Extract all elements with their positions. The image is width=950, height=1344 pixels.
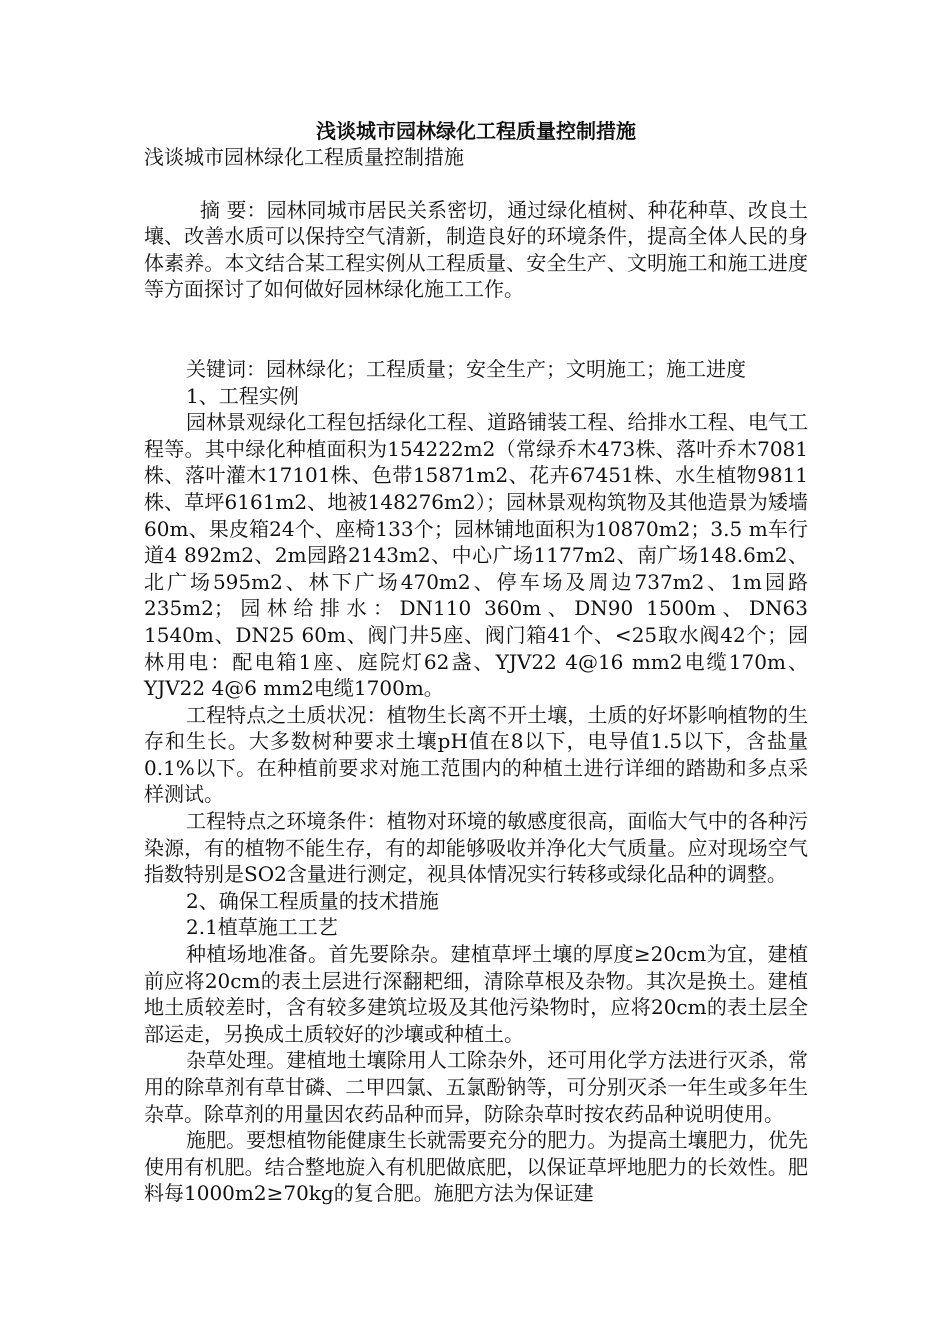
section-heading-1: 1、工程实例 [186, 383, 299, 408]
document-subtitle: 浅谈城市园林绿化工程质量控制措施 [144, 145, 464, 169]
blank-space [144, 303, 808, 356]
section-heading-2: 2、确保工程质量的技术措施 [186, 888, 439, 913]
weed-treatment-paragraph: 杂草处理。建植地土壤除用人工除杂外，还可用化学方法进行灭杀，常用的除草剂有草甘磷、二甲四氯、五氯酚钠等，可分别灭杀一年生或多年生杂草。除草剂的用量因农药品种而异，防除杂草时按农药品种说明使用。 [144, 1048, 808, 1126]
project-paragraph: 园林景观绿化工程包括绿化工程、道路铺装工程、给排水工程、电气工程等。其中绿化种植面积为154222m2（常绿乔木473株、落叶乔木7081株、落叶灌木17101株、色带15871m2、花卉67451株、水生植物9811株、草坪6161m2、地被148276m2）；园林景观构筑物及其他造景为矮墙60m、果皮箱24个、座椅133个；园林铺地面积为10870m2；3.5 m车行道4 892m2、2m园路2143m2、中心广场1177m2、南广场148.6m2、北广场595m2、林下广场470m2、停车场及周边737m2、1m园路235m2；园林给排水：DN110 360m、DN90 1500m、DN63 1540m、DN25 60m、阀门井5座、阀门箱41个、<25取水阀42个；园林用电：配电箱1座、庭院灯62盏、YJV22 4@16 mm2电缆170m、YJV22 4@6 mm2电缆1700m。 [144, 410, 808, 701]
document-page [144, 118, 808, 1207]
environment-paragraph: 工程特点之环境条件：植物对环境的敏感度很高，面临大气中的各种污染源，有的植物不能生存，有的却能够吸收并净化大气质量。应对现场空气指数特别是SO2含量进行测定，视具体情况实行转移或绿化品种的调整。 [144, 809, 808, 887]
site-preparation-paragraph: 种植场地准备。首先要除杂。建植草坪土壤的厚度≥20cm为宜，建植前应将20cm的表土层进行深翻耙细，清除草根及杂物。其次是换土。建植地土质较差时，含有较多建筑垃圾及其他污染物时，应将20cm的表土层全部运走，另换成土质较好的沙壤或种植土。 [144, 942, 808, 1046]
keywords-paragraph: 关键词：园林绿化；工程质量；安全生产；文明施工；施工进度 [186, 356, 746, 381]
abstract-paragraph: 摘 要：园林同城市居民关系密切，通过绿化植树、种花种草、改良土壤、改善水质可以保持空气清新，制造良好的环境条件，提高全体人民的身体素养。本文结合某工程实例从工程质量、安全生产、文明施工和施工进度等方面探讨了如何做好园林绿化施工工作。 [144, 197, 808, 302]
document-title: 浅谈城市园林绿化工程质量控制措施 [316, 119, 636, 143]
soil-paragraph: 工程特点之土质状况：植物生长离不开土壤，土质的好坏影响植物的生存和生长。大多数树种要求土壤pH值在8以下，电导值1.5以下，含盐量0.1%以下。在种植前要求对施工范围内的种植土进行详细的踏勘和多点采样测试。 [144, 702, 808, 807]
fertilization-paragraph: 施肥。要想植物能健康生长就需要充分的肥力。为提高土壤肥力，优先使用有机肥。结合整地旋入有机肥做底肥，以保证草坪地肥力的长效性。肥料每1000m2≥70kg的复合肥。施肥方法为保证建 [144, 1128, 808, 1206]
section-heading-2-1: 2.1植草施工工艺 [186, 915, 338, 940]
